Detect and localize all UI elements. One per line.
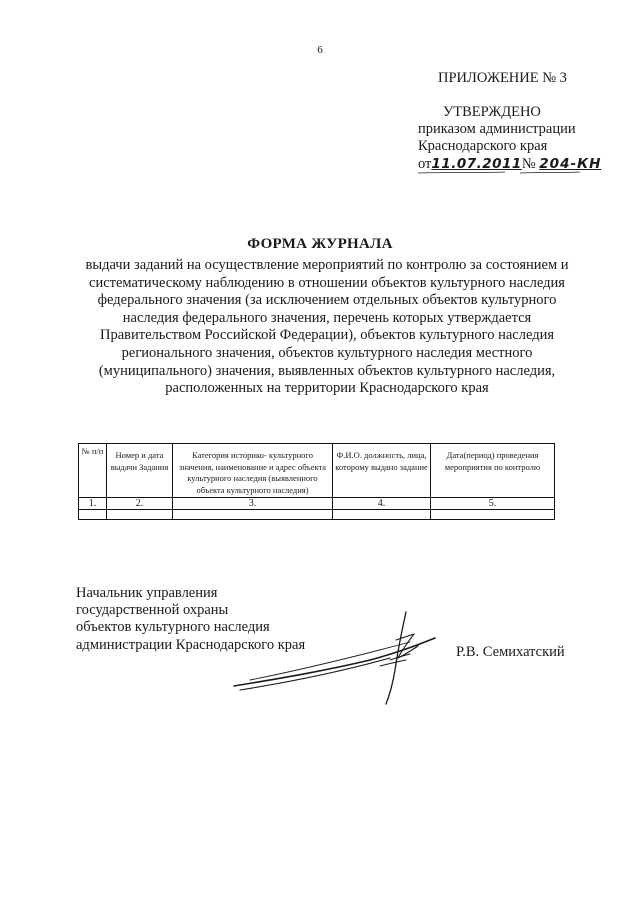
table-cell <box>333 510 431 520</box>
header-task-number-date: Номер и дата выдачи Задания <box>107 444 173 498</box>
page-number: 6 <box>317 44 323 56</box>
handwritten-date: 11.07.2011 <box>431 156 522 172</box>
description-line: федерального значения (за исключением отдельных объектов культурного <box>97 292 557 309</box>
signature-line: Начальник управления <box>76 585 218 601</box>
column-number: 2. <box>107 498 173 510</box>
handwritten-underline-icon <box>410 160 585 176</box>
table-cell <box>173 510 333 520</box>
approval-heading: УТВЕРЖДЕНО <box>443 104 541 120</box>
column-number: 3. <box>173 498 333 510</box>
header-object-category: Категория историко- культурного значения, наименование и адрес объекта культурного наследия (выявленного объекта культурного наследия) <box>173 444 333 498</box>
description-line: выдачи заданий на осуществление мероприятий по контролю за состоянием и <box>85 257 569 273</box>
header-control-date: Дата(период) проведения мероприятия по контролю <box>431 444 555 498</box>
column-number: 1. <box>79 498 107 510</box>
description-line: регионального значения, объектов культурного наследия местного <box>121 344 533 361</box>
form-description <box>62 257 592 398</box>
journal-table <box>78 443 555 520</box>
number-prefix: № <box>521 156 536 172</box>
description-line: (муниципального) значения, выявленных объектов культурного наследия, <box>98 362 556 379</box>
header-responsible-person: Ф.И.О. должность, лица, которому выдано задание <box>333 444 431 498</box>
appendix-label: ПРИЛОЖЕНИЕ № 3 <box>438 70 567 86</box>
description-line: систематическому наблюдению в отношении объектов культурного наследия <box>89 274 565 291</box>
description-line: расположенных на территории Краснодарского края <box>165 380 489 397</box>
table-row <box>79 510 555 520</box>
table-cell <box>431 510 555 520</box>
description-line: наследия федерального значения, перечень которых утверждается <box>122 309 532 326</box>
signer-name: Р.В. Семихатский <box>456 644 565 660</box>
table-header-row <box>79 444 555 498</box>
table-number-row <box>79 498 555 510</box>
handwritten-signature-icon <box>230 600 450 710</box>
handwritten-number: 204-КН <box>539 156 602 172</box>
signature-line: объектов культурного наследия <box>76 619 270 636</box>
signature-line: государственной охраны <box>76 602 229 619</box>
signature-line: администрации Краснодарского края <box>76 636 306 653</box>
approval-line-1: приказом администрации <box>418 121 576 137</box>
table-cell <box>107 510 173 520</box>
date-prefix: от <box>418 156 432 172</box>
approval-line-2: Краснодарского края <box>418 138 548 154</box>
header-number: № п/п <box>79 444 107 498</box>
column-number: 4. <box>333 498 431 510</box>
column-number: 5. <box>431 498 555 510</box>
form-title: ФОРМА ЖУРНАЛА <box>247 236 393 252</box>
table-cell <box>79 510 107 520</box>
description-line: Правительством Российской Федерации), объектов культурного наследия <box>99 327 555 344</box>
